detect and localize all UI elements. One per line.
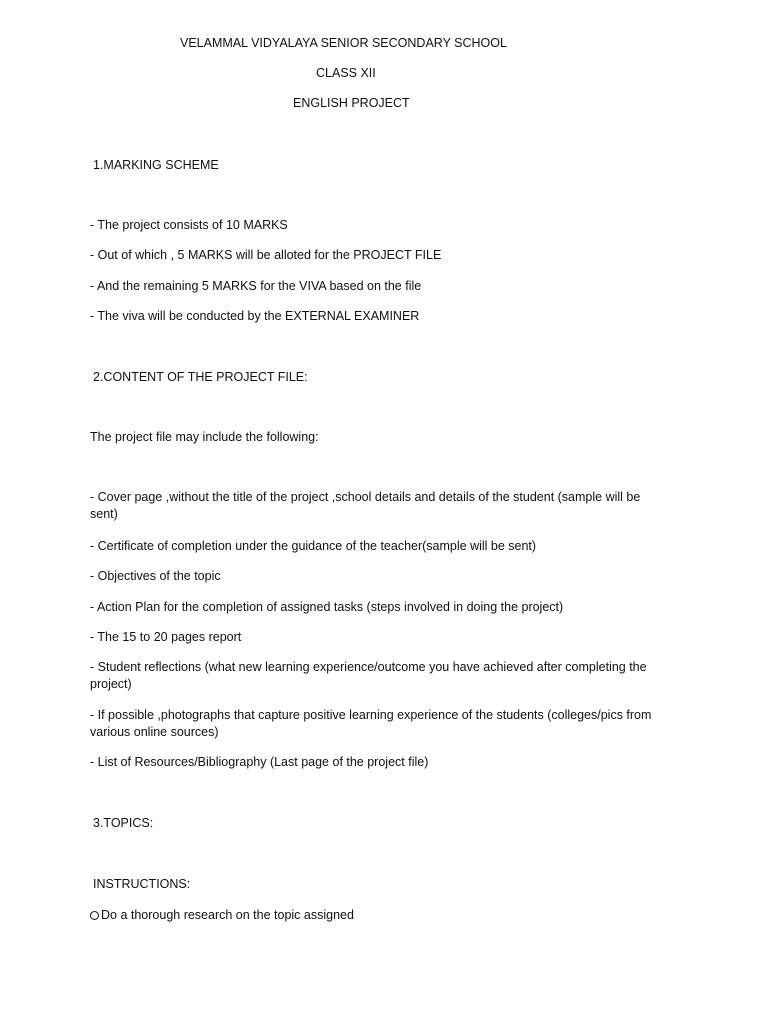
list-item: - List of Resources/Bibliography (Last page of the project file) — [90, 755, 429, 769]
content-heading: 2.CONTENT OF THE PROJECT FILE: — [93, 370, 308, 384]
topics-heading: 3.TOPICS: — [93, 816, 154, 830]
content-intro: The project file may include the following: — [90, 430, 319, 444]
list-item: - Objectives of the topic — [90, 569, 221, 583]
list-item: - Certificate of completion under the guidance of the teacher(sample will be sent) — [90, 539, 537, 553]
subject-title: ENGLISH PROJECT — [293, 96, 410, 110]
list-item: - The viva will be conducted by the EXTERNAL EXAMINER — [90, 309, 420, 323]
list-item: - Cover page ,without the title of the project ,school details and details of the student (sample will be sent) — [90, 490, 641, 521]
list-item: - Student reflections (what new learning experience/outcome you have achieved after completing the project) — [90, 660, 647, 691]
bullet-circle-icon — [90, 911, 99, 920]
list-item: - Action Plan for the completion of assigned tasks (steps involved in doing the project) — [90, 600, 564, 614]
class-title: CLASS XII — [316, 66, 376, 80]
list-item: - The 15 to 20 pages report — [90, 630, 242, 644]
list-item — [90, 907, 354, 924]
list-item: - Out of which , 5 MARKS will be alloted for the PROJECT FILE — [90, 248, 442, 262]
list-item: - The project consists of 10 MARKS — [90, 218, 288, 232]
school-name: VELAMMAL VIDYALAYA SENIOR SECONDARY SCHOOL — [180, 36, 507, 50]
list-item: - And the remaining 5 MARKS for the VIVA based on the file — [90, 279, 422, 293]
instruction-text: Do a thorough research on the topic assigned — [101, 908, 354, 922]
marking-heading: 1.MARKING SCHEME — [93, 158, 219, 172]
instructions-heading: INSTRUCTIONS: — [93, 877, 191, 891]
list-item: - If possible ,photographs that capture positive learning experience of the students (colleges/pics from various online sources) — [90, 708, 652, 739]
